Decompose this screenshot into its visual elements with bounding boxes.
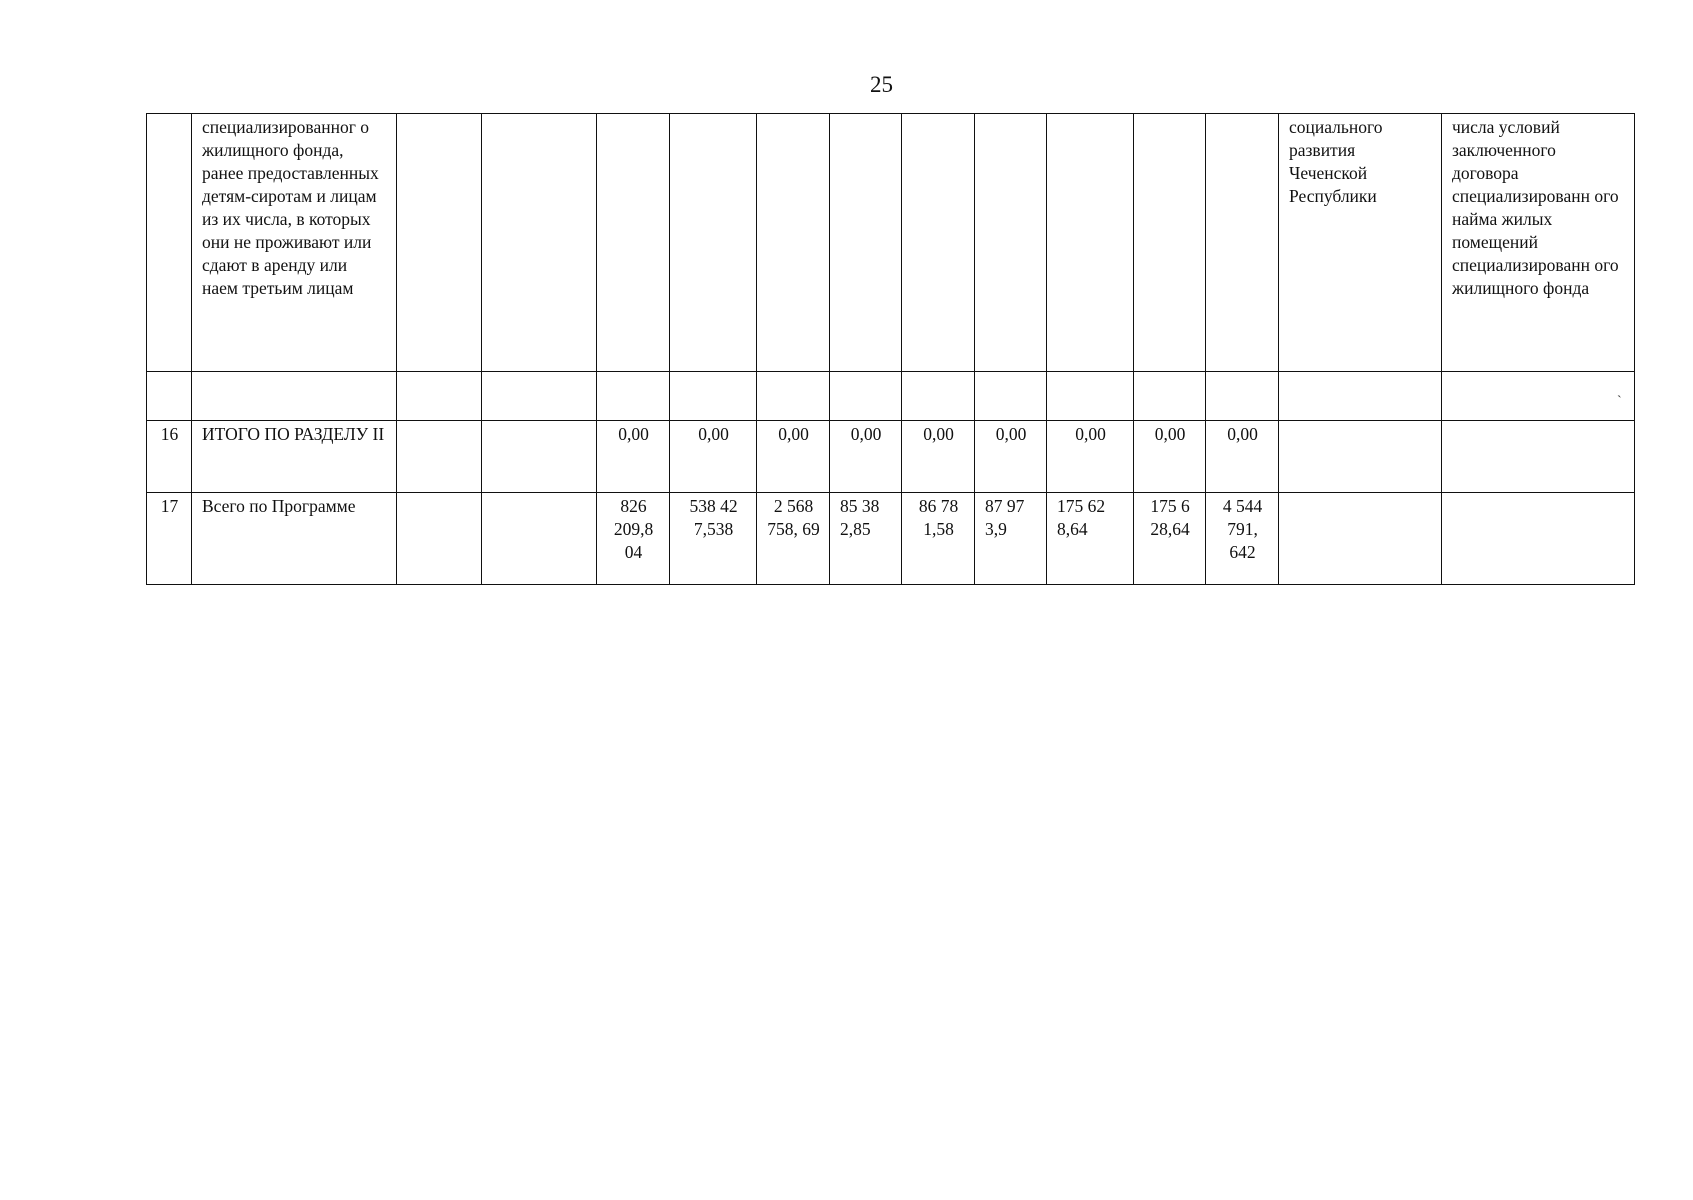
table-row-section-total: [147, 421, 1635, 493]
cell-value: 175 6 28,64: [1134, 493, 1206, 585]
cell-value: 85 38 2,85: [830, 493, 902, 585]
stray-mark: `: [1617, 394, 1622, 409]
cell-num: [147, 114, 192, 372]
page-number: 25: [870, 72, 893, 97]
cell-value: 0,00: [830, 421, 902, 493]
cell-title: Всего по Программе: [192, 493, 397, 585]
cell-empty: [975, 114, 1047, 372]
program-table: [146, 113, 1635, 585]
cell-value: 0,00: [975, 421, 1047, 493]
cell-value: 175 62 8,64: [1047, 493, 1134, 585]
cell-title: ИТОГО ПО РАЗДЕЛУ II: [192, 421, 397, 493]
table-row-continuation: [147, 114, 1635, 372]
cell-value: 87 97 3,9: [975, 493, 1047, 585]
cell-description: специализированног о жилищного фонда, ранее предоставленных детям-сиротам и лицам из их числа, в которых они не проживают или сдают в аренду или наем третьим лицам: [192, 114, 397, 372]
cell-value: 0,00: [757, 421, 830, 493]
cell-value: 86 78 1,58: [902, 493, 975, 585]
table-row-program-total: [147, 493, 1635, 585]
cell-value: 0,00: [1047, 421, 1134, 493]
cell-value: 538 42 7,538: [670, 493, 757, 585]
cell-empty: [482, 114, 597, 372]
cell-empty: [1047, 114, 1134, 372]
cell-empty: [1134, 114, 1206, 372]
cell-executor: социального развития Чеченской Республики: [1279, 114, 1442, 372]
cell-value: 4 544 791, 642: [1206, 493, 1279, 585]
cell-empty: [597, 114, 670, 372]
cell-value: 0,00: [597, 421, 670, 493]
cell-empty: [757, 114, 830, 372]
cell-value: 826 209,8 04: [597, 493, 670, 585]
cell-value: 2 568 758, 69: [757, 493, 830, 585]
cell-value: 0,00: [1206, 421, 1279, 493]
cell-empty: [830, 114, 902, 372]
cell-num: 17: [147, 493, 192, 585]
cell-value: 0,00: [1134, 421, 1206, 493]
cell-result: числа условий заключенного договора специализированн ого найма жилых помещений специализированн ого жилищного фонда: [1442, 114, 1635, 372]
cell-empty: [902, 114, 975, 372]
cell-value: 0,00: [670, 421, 757, 493]
table-row-empty: [147, 372, 1635, 421]
cell-empty: [1206, 114, 1279, 372]
cell-value: 0,00: [902, 421, 975, 493]
cell-empty: [397, 114, 482, 372]
cell-empty: [670, 114, 757, 372]
cell-num: 16: [147, 421, 192, 493]
